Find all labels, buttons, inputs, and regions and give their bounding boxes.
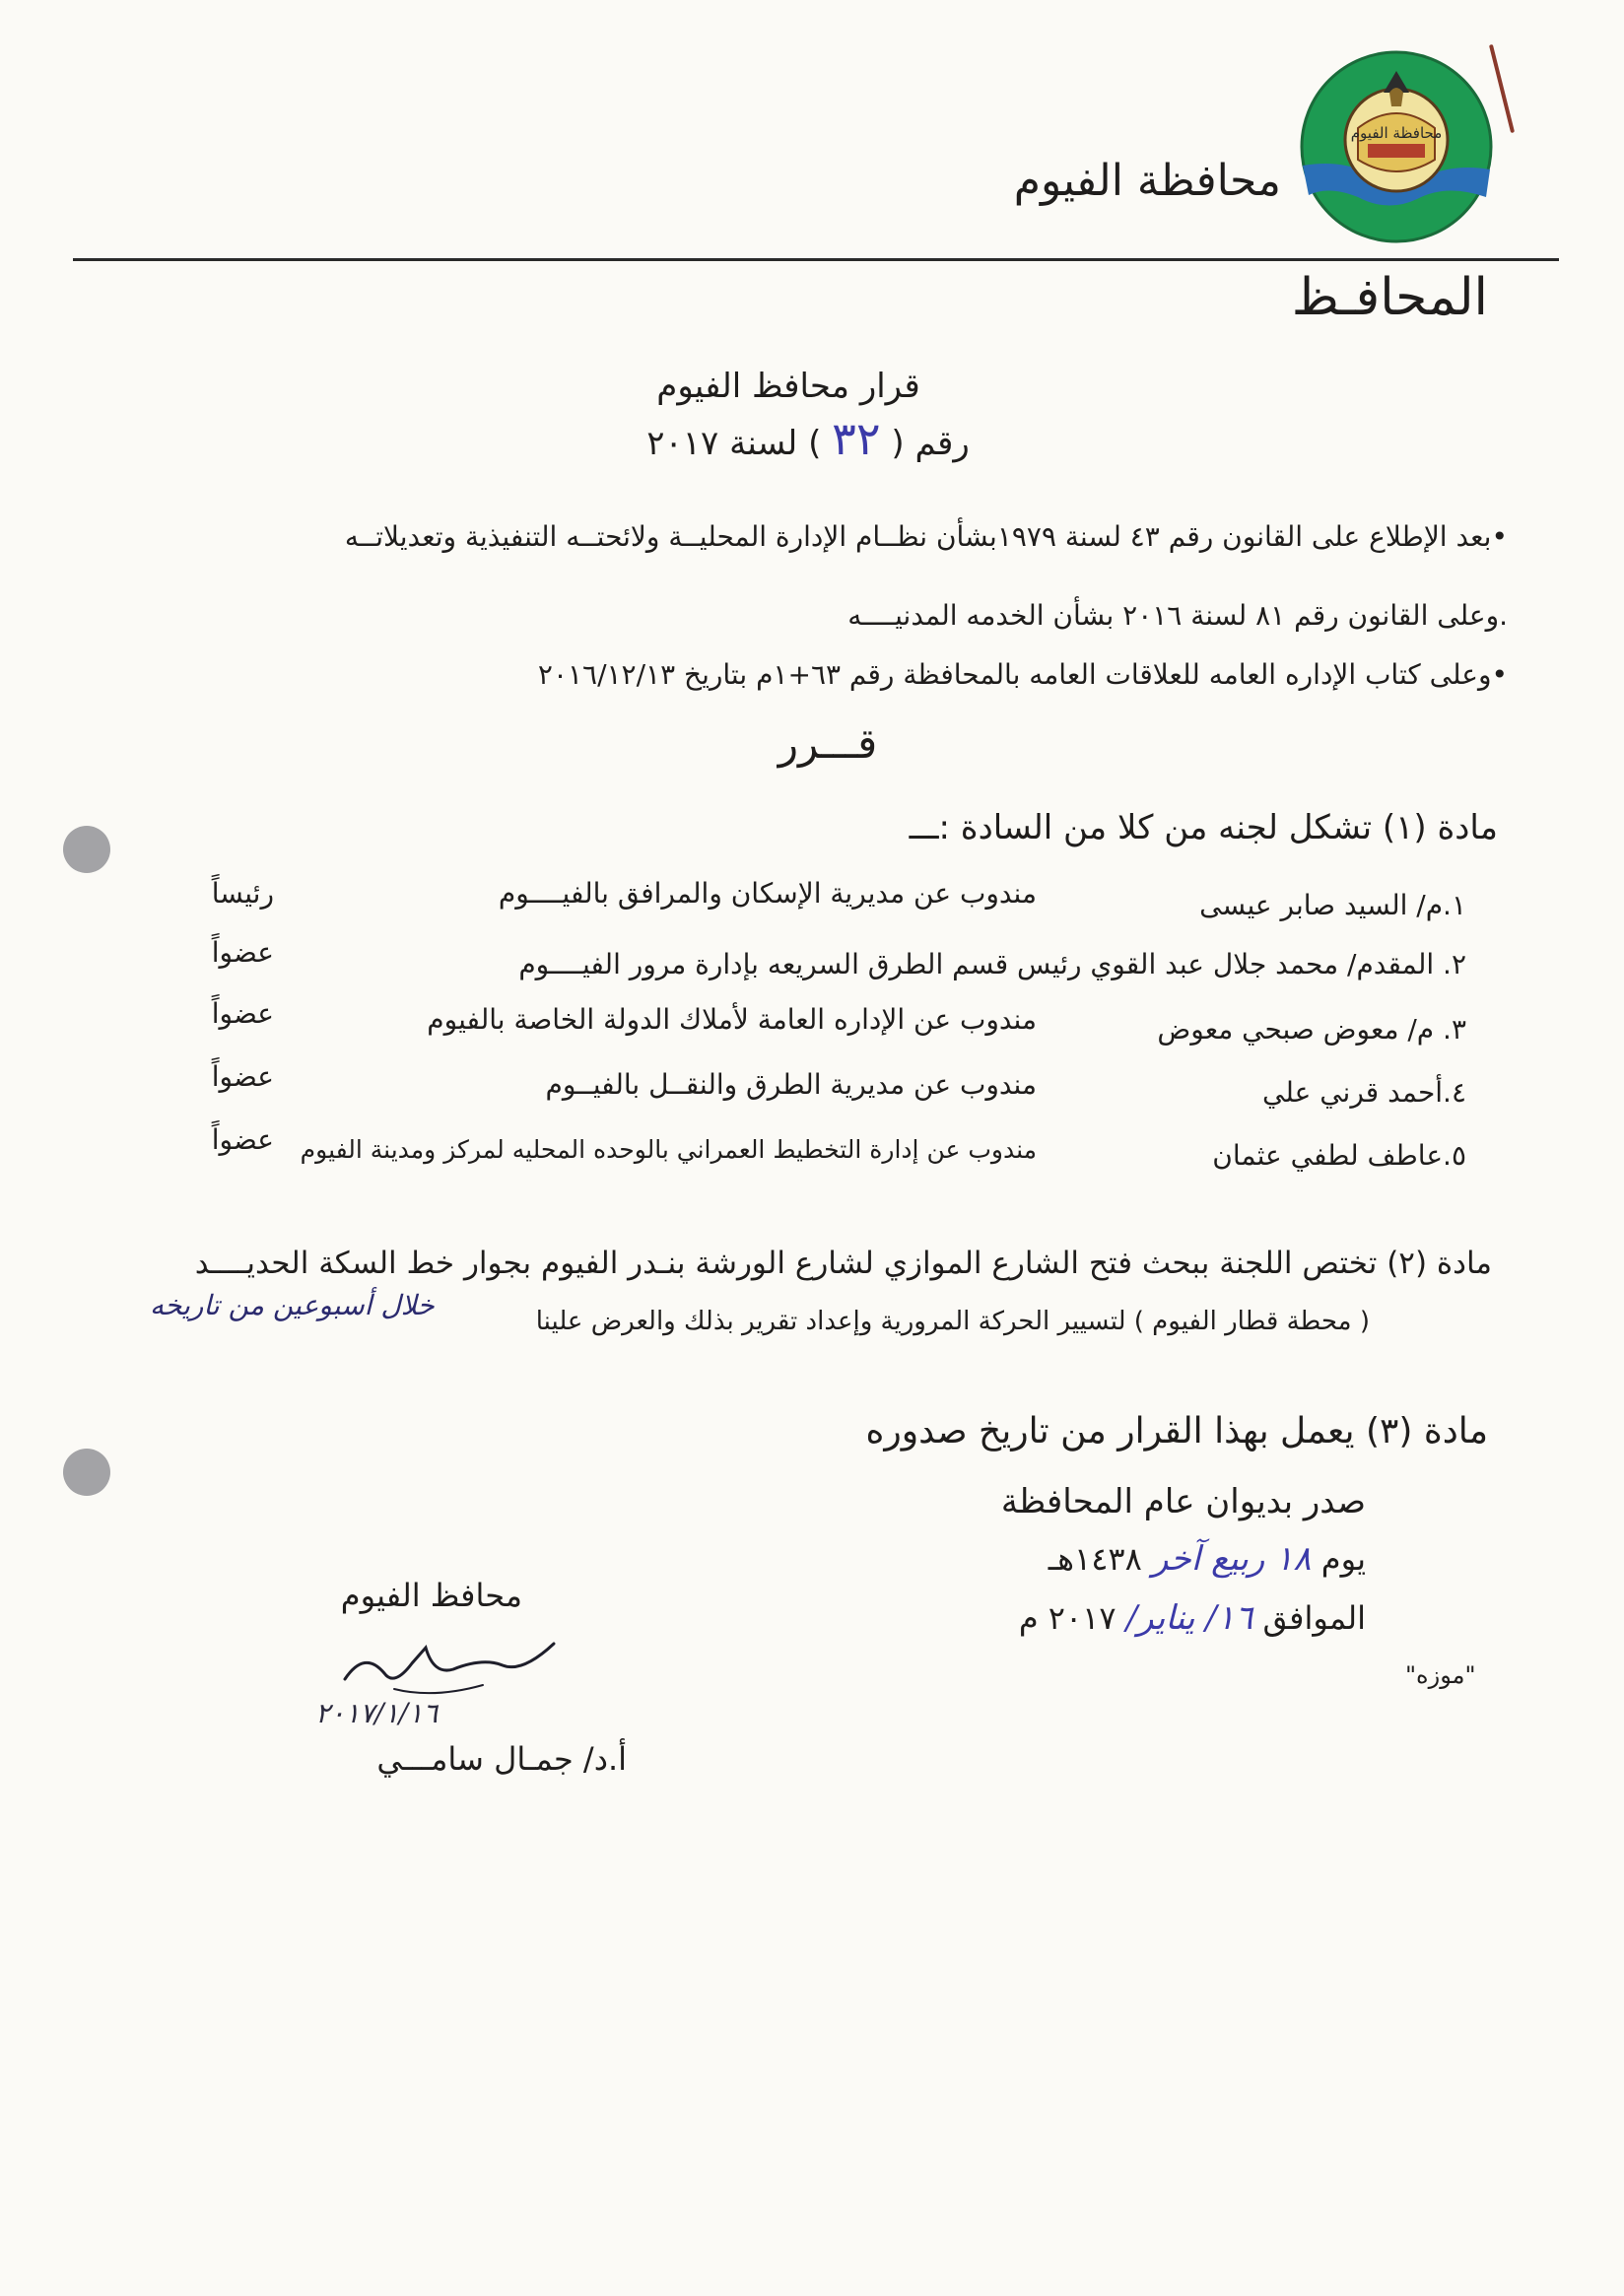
preamble-line-2: .وعلى القانون رقم ٨١ لسنة ٢٠١٦ بشأن الخدمه المدنيــــه — [847, 599, 1508, 632]
day-label: يوم — [1320, 1540, 1366, 1578]
corr-year: ٢٠١٧ م — [1018, 1599, 1116, 1637]
member-2-name: ٢. المقدم/ محمد جلال عبد القوي رئيس قسم الطرق السريعه بإدارة مرور الفيــــوم — [518, 948, 1466, 980]
decree-number-handwritten: ٣٢ — [832, 412, 881, 465]
article-3: مادة (٣) يعمل بهذا القرار من تاريخ صدوره — [865, 1411, 1488, 1452]
issued-at: صدر بديوان عام المحافظة — [1000, 1482, 1366, 1521]
member-5-role: عضواً — [211, 1123, 274, 1156]
decree-number-line — [552, 412, 1064, 465]
preamble-line-1: •بعد الإطلاع على القانون رقم ٤٣ لسنة ١٩٧٩بشأن نظــام الإدارة المحليــة ولائحتــه التنفيذية وتعديلاتــه — [344, 520, 1508, 553]
decree-number-prefix: رقم ( — [891, 424, 970, 463]
decree-title: قرار محافظ الفيوم — [656, 367, 920, 406]
corr-handwritten: ١٦/ يناير/ — [1125, 1598, 1253, 1638]
article-1-title: مادة (١) تشكل لجنه من كلا من السادة :ـــ — [909, 808, 1498, 847]
governor-heading: المحافـظ — [1291, 268, 1488, 327]
governorate-logo-icon — [1299, 49, 1494, 244]
signer-name: أ.د/ جمـال سامـــي — [376, 1740, 627, 1778]
preamble-line-3: •وعلى كتاب الإداره العامه للعلاقات العامه بالمحافظة رقم ٦٣+١م بتاريخ ٢٠١٦/١٢/١٣ — [537, 658, 1508, 691]
signature-date: ٢٠١٧/١/١٦ — [315, 1697, 439, 1729]
member-5-desc: مندوب عن إدارة التخطيط العمراني بالوحده المحليه لمركز ومدينة الفيوم — [300, 1135, 1037, 1164]
punch-hole-top — [63, 826, 110, 873]
member-3-desc: مندوب عن الإداره العامة لأملاك الدولة الخاصة بالفيوم — [427, 1003, 1037, 1036]
member-3-role: عضواً — [211, 997, 274, 1030]
member-1-name: ١.م/ السيد صابر عيسى — [1199, 889, 1466, 921]
day-handwritten: ١٨ ربيع آخر — [1151, 1539, 1312, 1579]
member-5-name: ٥.عاطف لطفي عثمان — [1212, 1139, 1466, 1172]
article-2-line-1: مادة (٢) تختص اللجنة ببحث فتح الشارع الموازي لشارع الورشة بنـدر الفيوم بجوار خط السكة الحديــــد — [194, 1246, 1492, 1281]
decree-number-suffix: ) لسنة ٢٠١٧ — [646, 424, 822, 463]
governorate-title: محافظة الفيوم — [1013, 156, 1281, 206]
day-line — [1049, 1539, 1366, 1579]
logo-text: محافظة الفيوم — [1350, 124, 1443, 142]
day-year: ١٤٣٨هـ — [1048, 1540, 1142, 1578]
header-divider — [73, 258, 1559, 261]
member-1-role: رئيساً — [211, 877, 274, 910]
handwritten-note: خلال أسبوعين من تاريخه — [150, 1289, 435, 1321]
member-3-name: ٣. م/ معوض صبحي معوض — [1157, 1013, 1466, 1046]
punch-hole-bottom — [63, 1449, 110, 1496]
member-4-role: عضواً — [211, 1060, 274, 1093]
member-4-name: ٤.أحمد قرني علي — [1262, 1076, 1466, 1109]
initials: "موزه" — [1405, 1661, 1476, 1689]
member-2-role: عضواً — [211, 936, 274, 969]
member-1-desc: مندوب عن مديرية الإسكان والمرافق بالفيــــوم — [498, 877, 1037, 910]
signer-title: محافظ الفيوم — [340, 1577, 522, 1614]
decides-heading: قـــرر — [778, 719, 878, 768]
article-2-line-2: ( محطة قطار الفيوم ) لتسيير الحركة المرورية وإعداد تقرير بذلك والعرض علينا — [535, 1307, 1370, 1336]
corresponding-date-line — [1019, 1598, 1366, 1638]
corr-label: الموافق — [1262, 1599, 1366, 1637]
member-4-desc: مندوب عن مديرية الطرق والنقــل بالفيــوم — [545, 1068, 1037, 1101]
